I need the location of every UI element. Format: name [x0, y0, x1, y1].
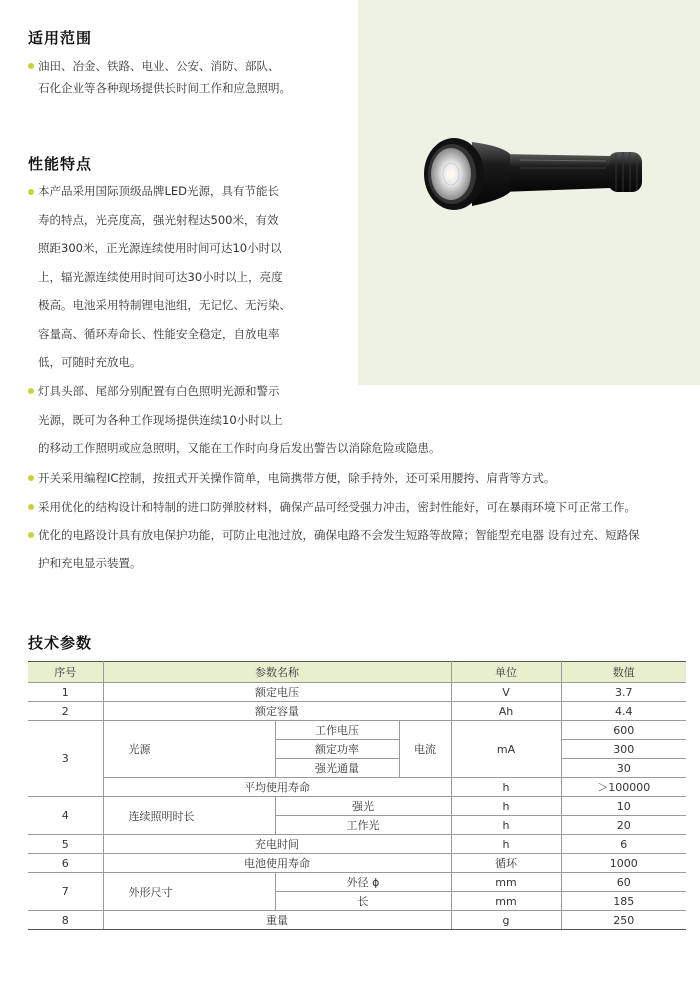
- features-line: 寿的特点，光亮度高，强光射程达500米，有效: [38, 213, 279, 227]
- features-heading: 性能特点: [28, 155, 93, 173]
- param-name: 平均使用寿命: [103, 778, 451, 797]
- param-value: 300: [561, 740, 686, 759]
- table-row: [28, 778, 686, 797]
- param-subname: 额定功率: [275, 740, 399, 759]
- row-number: 6: [28, 854, 103, 873]
- param-unit: V: [451, 683, 561, 702]
- row-number: 7: [28, 873, 103, 911]
- features-line: 优化的电路设计具有放电保护功能，可防止电池过放，确保电路不会发生短路等故障；智能型充电器 设有过充、短路保: [38, 528, 640, 542]
- header-cell: 参数名称: [103, 662, 451, 683]
- table-row: [28, 835, 686, 854]
- table-header-row: [28, 662, 686, 683]
- param-unit: h: [451, 778, 561, 797]
- param-unit: mm: [451, 873, 561, 892]
- param-subname: 强光通量: [275, 759, 399, 778]
- param-value: 10: [561, 797, 686, 816]
- bullet-icon: [28, 63, 34, 69]
- param-group: 外形尺寸: [103, 873, 275, 911]
- param-unit: Ah: [451, 702, 561, 721]
- param-name: 重量: [103, 911, 451, 930]
- param-group: 光源: [103, 721, 275, 778]
- header-cell: 序号: [28, 662, 103, 683]
- header-cell: 数值: [561, 662, 686, 683]
- row-number: 8: [28, 911, 103, 930]
- features-line: 光源，既可为各种工作现场提供连续10小时以上: [38, 413, 283, 427]
- param-group: 连续照明时长: [103, 797, 275, 835]
- param-name: 额定容量: [103, 702, 451, 721]
- table-row: [28, 797, 686, 816]
- features-line: 上，辐光源连续使用时间可达30小时以上，亮度: [38, 270, 283, 284]
- table-row: [28, 683, 686, 702]
- param-value: 185: [561, 892, 686, 911]
- param-subname: 强光: [275, 797, 451, 816]
- param-unit: mA: [451, 721, 561, 778]
- table-row: [28, 702, 686, 721]
- scope-line: 油田、冶金、铁路、电业、公安、消防、部队、: [38, 59, 280, 73]
- param-subname: 工作电压: [275, 721, 399, 740]
- features-line: 护和充电显示装置。: [38, 556, 142, 570]
- row-number: 4: [28, 797, 103, 835]
- param-value: 3.7: [561, 683, 686, 702]
- features-line: 采用优化的结构设计和特制的进口防弹胶材料，确保产品可经受强力冲击，密封性能好，可在暴雨环境下可正常工作。: [38, 500, 636, 514]
- param-unit: g: [451, 911, 561, 930]
- table-row: [28, 854, 686, 873]
- row-number: 5: [28, 835, 103, 854]
- product-photo-panel: [358, 0, 700, 385]
- param-value: 6: [561, 835, 686, 854]
- param-name: 充电时间: [103, 835, 451, 854]
- bullet-icon: [28, 504, 34, 510]
- features-line: 开关采用编程IC控制，按扭式开关操作简单，电筒携带方便，除手持外，还可采用腰挎、肩背等方式。: [38, 471, 556, 485]
- bullet-icon: [28, 475, 34, 481]
- param-subname: 长: [275, 892, 451, 911]
- param-name: 电池使用寿命: [103, 854, 451, 873]
- bullet-icon: [28, 388, 34, 394]
- row-number: 2: [28, 702, 103, 721]
- table-row: [28, 873, 686, 892]
- param-subname: 工作光: [275, 816, 451, 835]
- features-line: 容量高、循环寿命长、性能安全稳定，自放电率: [38, 327, 280, 341]
- param-value: 30: [561, 759, 686, 778]
- table-row: [28, 911, 686, 930]
- row-number: 1: [28, 683, 103, 702]
- bullet-icon: [28, 189, 34, 195]
- features-line: 本产品采用国际顶级品牌LED光源，具有节能长: [38, 184, 280, 198]
- scope-heading: 适用范围: [28, 29, 93, 47]
- param-unit: 循环: [451, 854, 561, 873]
- param-value: 4.4: [561, 702, 686, 721]
- param-side-label: 电流: [399, 721, 451, 778]
- param-value: 250: [561, 911, 686, 930]
- row-number: 3: [28, 721, 103, 797]
- flashlight-image: [410, 128, 650, 223]
- table-row: [28, 721, 686, 740]
- param-value: 60: [561, 873, 686, 892]
- param-name: 额定电压: [103, 683, 451, 702]
- features-line: 照距300米，正光源连续使用时间可达10小时以: [38, 241, 282, 255]
- param-unit: h: [451, 816, 561, 835]
- param-value: ＞100000: [561, 778, 686, 797]
- scope-line: 石化企业等各种现场提供长时间工作和应急照明。: [38, 81, 291, 95]
- param-value: 600: [561, 721, 686, 740]
- spec-table: [28, 661, 686, 930]
- header-cell: 单位: [451, 662, 561, 683]
- features-line: 极高。电池采用特制锂电池组，无记忆、无污染、: [38, 298, 291, 312]
- features-line: 低，可随时充放电。: [38, 355, 142, 369]
- param-value: 20: [561, 816, 686, 835]
- param-unit: h: [451, 835, 561, 854]
- features-line: 灯具头部、尾部分别配置有白色照明光源和警示: [38, 384, 280, 398]
- features-line: 的移动工作照明或应急照明，又能在工作时向身后发出警告以消除危险或隐患。: [38, 441, 441, 455]
- bullet-icon: [28, 532, 34, 538]
- param-value: 1000: [561, 854, 686, 873]
- param-unit: mm: [451, 892, 561, 911]
- param-subname: 外径 ϕ: [275, 873, 451, 892]
- specs-heading: 技术参数: [28, 634, 93, 652]
- param-unit: h: [451, 797, 561, 816]
